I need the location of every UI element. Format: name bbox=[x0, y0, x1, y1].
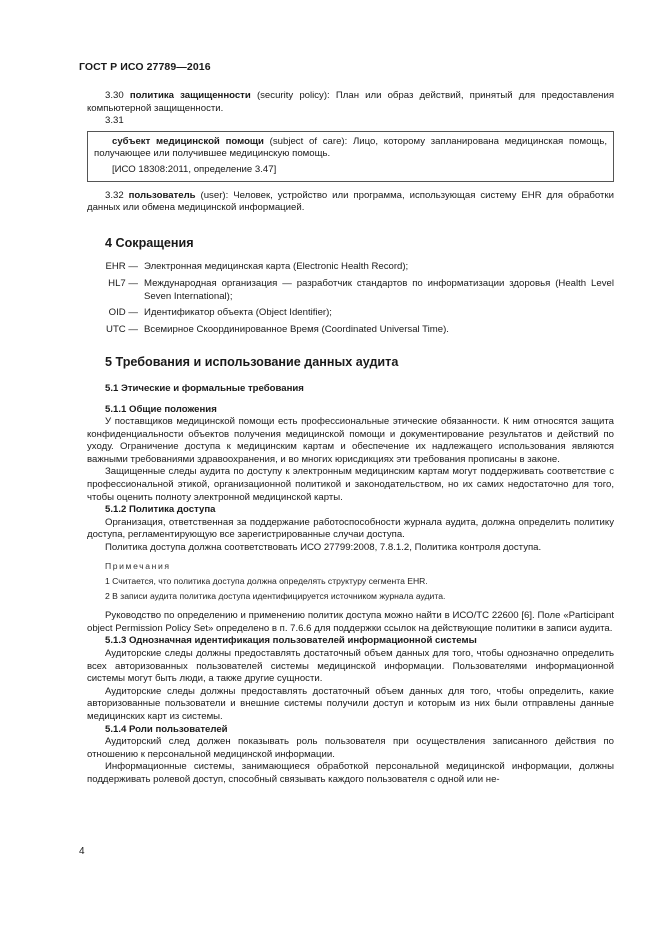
definition-3-30 bbox=[87, 90, 614, 115]
definition-text: (subject of care): Лицо, которому запланирована медицинская помощь, получающее или получившее медицинскую помощь. bbox=[94, 135, 607, 160]
definition-3-32 bbox=[87, 190, 614, 215]
paragraph: У поставщиков медицинской помощи есть профессиональные этические обязанности. К ним относятся защита конфиденциальности объектов получения медицинской помощи и документирование результатов и действий по уходу. Ограничение доступа к медицинским картам и обеспечение их надлежащего использования являются важными требованиями здравоохранения, и во многих юрисдикциях эти требования прописаны в законе. bbox=[87, 416, 614, 465]
abbreviation-key: OID — bbox=[108, 307, 138, 319]
definition-3-31 bbox=[94, 136, 607, 161]
paragraph: Аудиторские следы должны предоставлять достаточный объем данных для того, чтобы определить, какие авторизованные пользователи и внешние системы получили доступ и которым из них были отправлены данные медицинских карт из системы. bbox=[87, 685, 614, 722]
section-5-1-1-heading: 5.1.1 Общие положения bbox=[105, 403, 217, 415]
definition-number: 3.30 bbox=[105, 90, 124, 101]
definition-3-31-number: 3.31 bbox=[105, 115, 124, 127]
definition-3-31-box bbox=[87, 131, 614, 182]
paragraph: Руководство по определению и применению политик доступа можно найти в ИСО/ТС 22600 [6]. Поле «Participant object Permission Policy Set» определено в п. 7.6.6 для поддержки ссылок на действующие политики в записи аудита. bbox=[87, 610, 614, 634]
paragraph: Информационные системы, занимающиеся обработкой персональной медицинской информации, должны поддерживать ролевой доступ, способный связывать каждого пользователя с одной или не- bbox=[87, 761, 614, 785]
abbreviation-key: EHR — bbox=[105, 261, 138, 273]
definition-source: [ИСО 18308:2011, определение 3.47] bbox=[112, 163, 277, 175]
abbreviation-value: Идентификатор объекта (Object Identifier); bbox=[144, 307, 332, 319]
document-body bbox=[87, 90, 614, 787]
paragraph: Политика доступа должна соответствовать ИСО 27799:2008, 7.8.1.2, Политика контроля доступа. bbox=[105, 542, 542, 554]
paragraph: Аудиторские следы должны предоставлять достаточный объем данных для того, чтобы однозначно определить всех авторизованных пользователей системы медицинской информации. Пользователями информационной системы могут быть люди, а также другие сущности. bbox=[87, 648, 614, 685]
notes-heading: Примечания bbox=[105, 560, 171, 571]
section-5-1-3-heading: 5.1.3 Однозначная идентификация пользователей информационной системы bbox=[105, 635, 477, 647]
abbreviation-item bbox=[87, 307, 614, 320]
section-4-heading: 4 Сокращения bbox=[105, 235, 194, 250]
page-number: 4 bbox=[79, 846, 85, 857]
definition-term: политика защищенности bbox=[129, 90, 251, 101]
paragraph: Организация, ответственная за поддержание работоспособности журнала аудита, должна определить политику доступа, регламентирующую все зарегистрированные случаи доступа. bbox=[87, 516, 614, 541]
abbreviation-item bbox=[87, 278, 614, 303]
paragraph: Защищенные следы аудита по доступу к электронным медицинским картам могут поддерживать соответствие с профессиональной этикой, организационной политикой и законодательством, но их самих недостаточно для того, чтобы оценить полноту электронной медицинской карты. bbox=[87, 466, 614, 503]
definition-text: (user): Человек, устройство или программа, использующая систему EHR для обработки данных или обмена медицинской информацией. bbox=[87, 189, 614, 214]
section-5-1-2-heading: 5.1.2 Политика доступа bbox=[105, 504, 216, 516]
definition-number: 3.32 bbox=[105, 189, 124, 201]
abbreviation-key: HL7 — bbox=[108, 277, 138, 289]
definition-term: субъект медицинской помощи bbox=[112, 135, 264, 147]
note-1: 1 Считается, что политика доступа должна определять структуру сегмента EHR. bbox=[105, 576, 428, 587]
abbreviation-item bbox=[87, 261, 614, 274]
document-header: ГОСТ Р ИСО 27789—2016 bbox=[79, 61, 211, 73]
note-2: 2 В записи аудита политика доступа идентифицируется источником журнала аудита. bbox=[105, 591, 446, 602]
abbreviation-key: UTC — bbox=[106, 323, 138, 335]
paragraph: Аудиторский след должен показывать роль пользователя при осуществления записанного действия по отношению к персональной медицинской информации. bbox=[87, 736, 614, 760]
section-5-1-4-heading: 5.1.4 Роли пользователей bbox=[105, 723, 228, 735]
definition-text: (security policy): План или образ действий, принятый для предоставления компьютерной защищенности. bbox=[87, 90, 615, 114]
abbreviation-value: Электронная медицинская карта (Electronic Health Record); bbox=[144, 261, 409, 273]
abbreviation-item bbox=[87, 324, 614, 337]
abbreviation-value: Всемирное Скоординированное Время (Coordinated Universal Time). bbox=[144, 323, 449, 335]
section-5-heading: 5 Требования и использование данных аудита bbox=[105, 355, 399, 370]
definition-term: пользователь bbox=[128, 189, 196, 201]
section-5-1-heading: 5.1 Этические и формальные требования bbox=[105, 382, 304, 394]
abbreviation-value: Международная организация — разработчик стандартов по информатизации здоровья (Health Level Seven International); bbox=[144, 277, 614, 302]
abbreviations-list bbox=[87, 261, 614, 336]
